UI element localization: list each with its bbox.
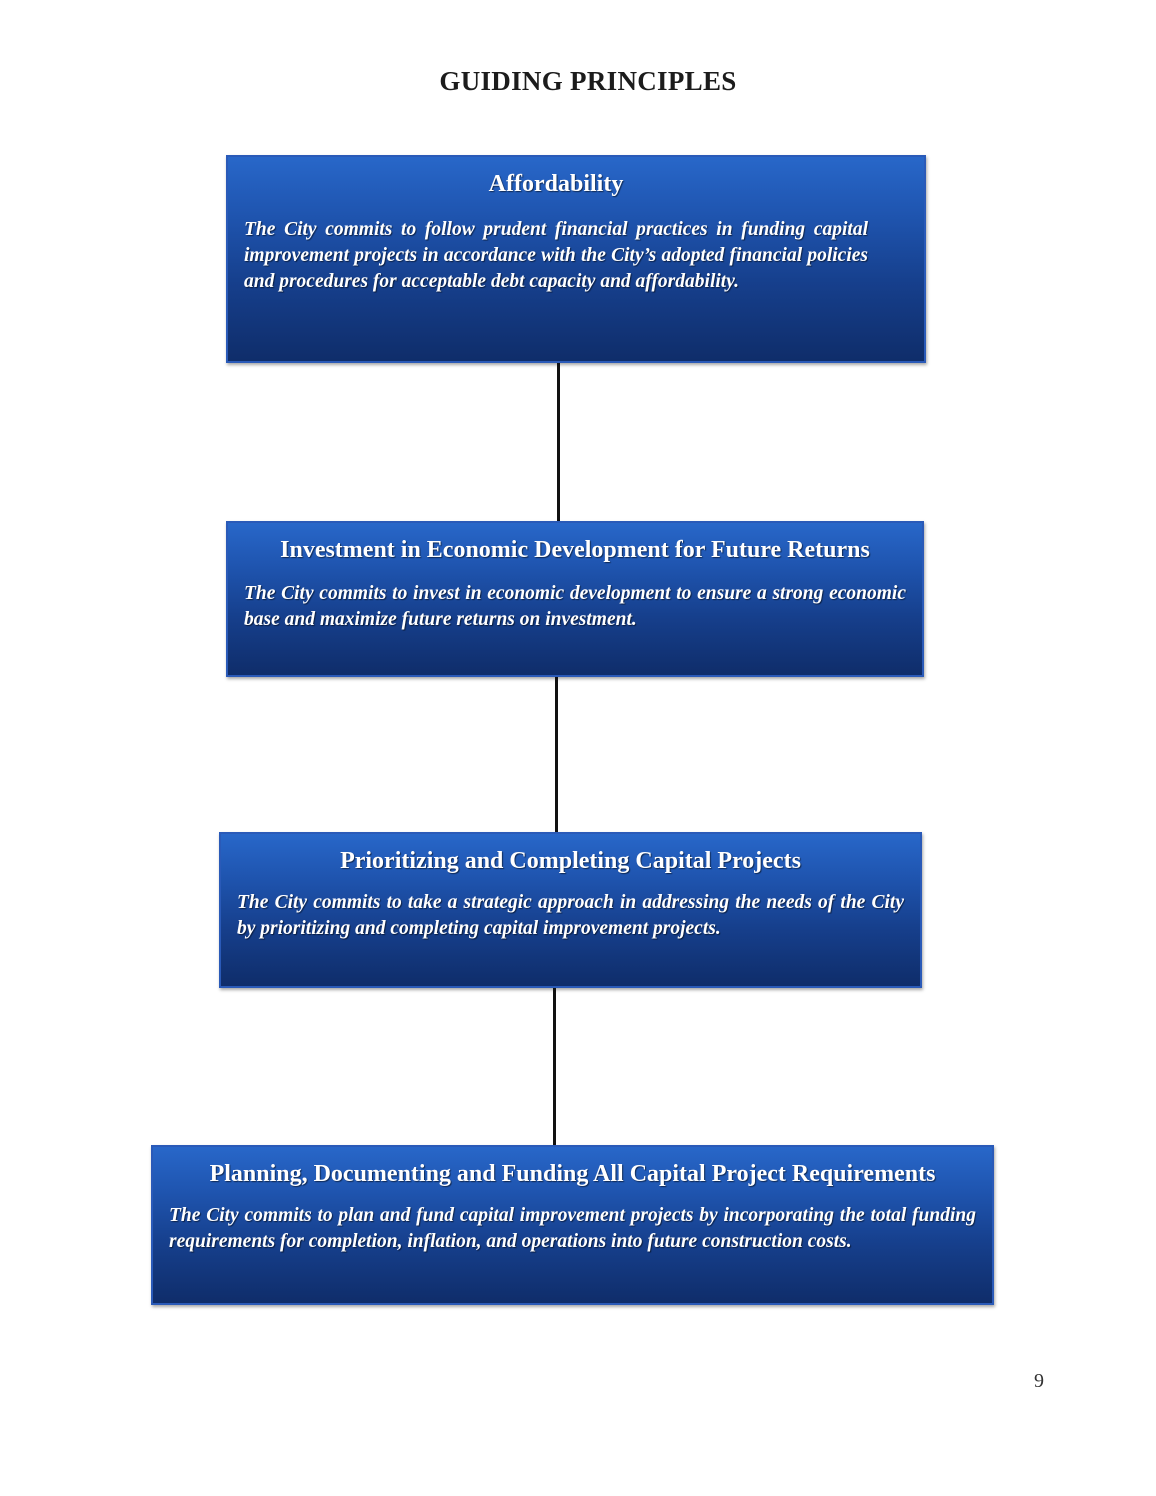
page-title: GUIDING PRINCIPLES [439, 66, 737, 96]
principle-heading: Affordability [488, 171, 624, 197]
connector-line [553, 988, 556, 1146]
connector-line [555, 677, 558, 833]
principle-box-capital-projects [219, 832, 922, 988]
principle-box-economic-development [226, 521, 924, 677]
page-number: 9 [1034, 1370, 1044, 1392]
principle-box-affordability [226, 155, 926, 363]
connector-line [557, 363, 560, 522]
principle-box-funding-requirements [151, 1145, 994, 1305]
principle-heading: Planning, Documenting and Funding All Capital Project Requirements [209, 1161, 936, 1187]
principle-text: The City commits to follow prudent financial practices in funding capital improvement projects in accordance with the City’s adopted financial policies and procedures for acceptable debt capacity and affordability. [244, 219, 868, 292]
principle-text: The City commits to invest in economic development to ensure a strong economic base and maximize future returns on investment. [244, 583, 906, 630]
principle-heading: Investment in Economic Development for Future Returns [280, 537, 870, 563]
principle-heading: Prioritizing and Completing Capital Projects [340, 848, 801, 874]
principle-text: The City commits to take a strategic approach in addressing the needs of the City by prioritizing and completing capital improvement projects. [237, 892, 904, 939]
principle-text: The City commits to plan and fund capital improvement projects by incorporating the total funding requirements for completion, inflation, and operations into future construction costs. [169, 1205, 976, 1252]
